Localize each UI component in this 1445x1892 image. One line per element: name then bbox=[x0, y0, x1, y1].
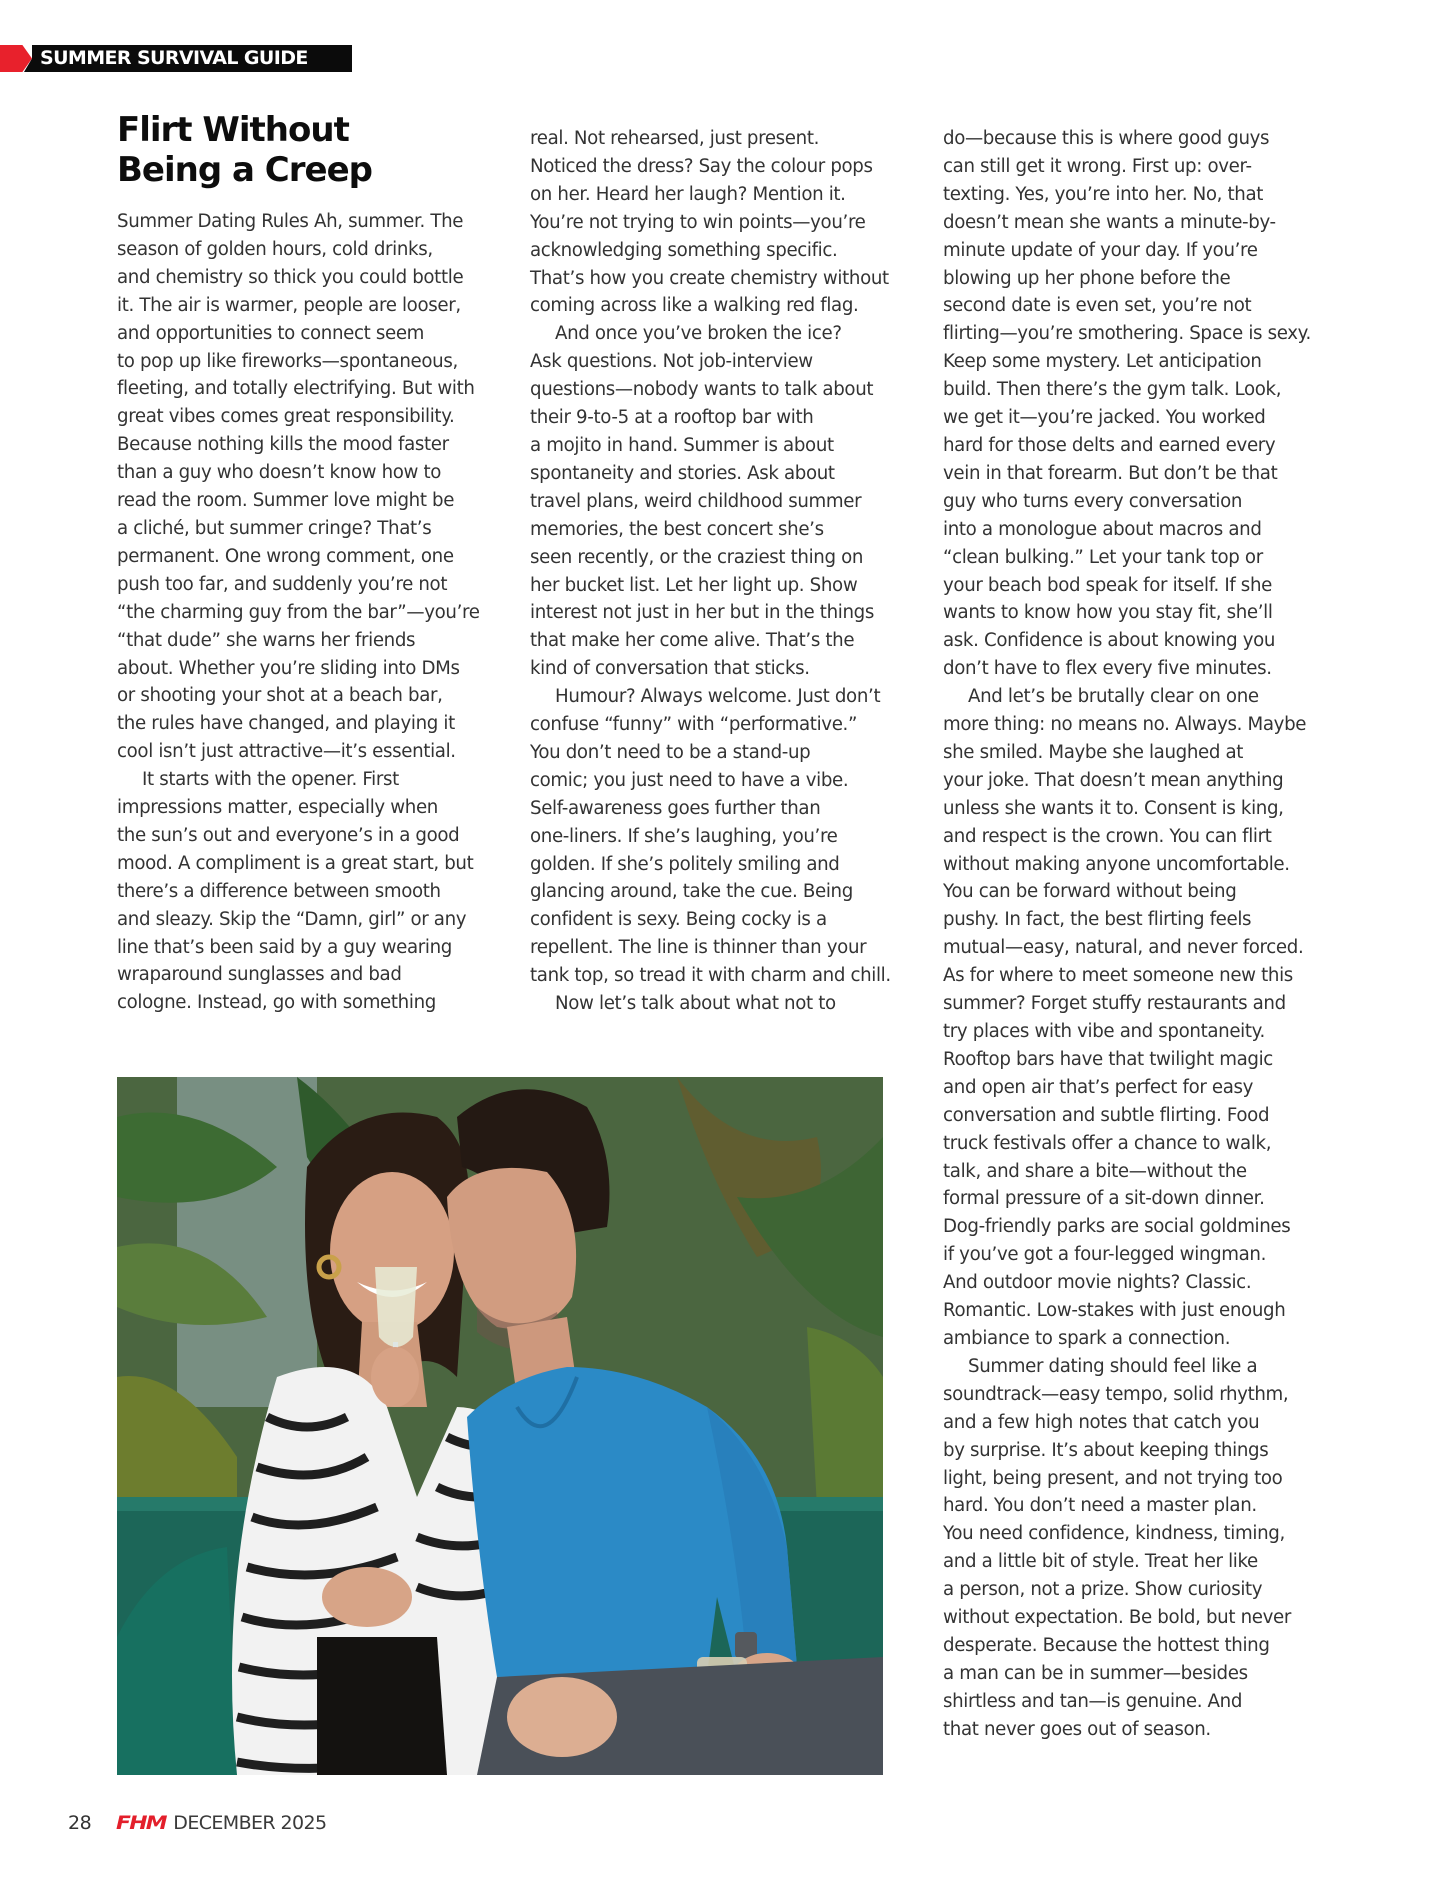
body-text-line: on her. Heard her laugh? Mention it. bbox=[530, 183, 846, 205]
body-text-line: wants to know how you stay fit, she’ll bbox=[943, 602, 1273, 624]
body-text-line: And outdoor movie nights? Classic. bbox=[943, 1272, 1252, 1294]
body-text-line: a person, not a prize. Show curiosity bbox=[943, 1579, 1263, 1601]
body-text-line: texting. Yes, you’re into her. No, that bbox=[943, 183, 1264, 205]
body-text-line: light, being present, and not trying too bbox=[943, 1467, 1283, 1489]
body-text-line: conversation and subtle flirting. Food bbox=[943, 1104, 1270, 1126]
body-text-line: spontaneity and stories. Ask about bbox=[530, 462, 835, 484]
body-text-line: You can be forward without being bbox=[943, 881, 1237, 903]
body-text-line: Summer Dating Rules Ah, summer. The bbox=[117, 211, 464, 232]
body-text-line: pushy. In fact, the best flirting feels bbox=[943, 909, 1252, 931]
body-text-line: formal pressure of a sit-down dinner. bbox=[943, 1188, 1265, 1210]
body-text-line: glancing around, take the cue. Being bbox=[530, 881, 853, 903]
body-text-line: great vibes comes great responsibility. bbox=[117, 406, 455, 428]
body-text-line: about. Whether you’re sliding into DMs bbox=[117, 657, 460, 679]
couple-photo-illustration bbox=[117, 1077, 883, 1775]
body-text-line: real. Not rehearsed, just present. bbox=[530, 128, 820, 149]
body-text-line: and open air that’s perfect for easy bbox=[943, 1076, 1254, 1098]
body-text-line: That’s how you create chemistry without bbox=[530, 267, 889, 289]
fhm-logo: FHM bbox=[116, 1812, 166, 1834]
page-footer bbox=[68, 1808, 326, 1838]
body-text-line: soundtrack—easy tempo, solid rhythm, bbox=[943, 1383, 1289, 1405]
body-text-line: can still get it wrong. First up: over- bbox=[943, 155, 1252, 177]
title-line-2: Being a Creep bbox=[117, 150, 372, 190]
body-text-line: Now let’s talk about what not to bbox=[555, 993, 836, 1015]
body-text-line: the rules have changed, and playing it bbox=[117, 713, 455, 735]
body-text-line: by surprise. It’s about keeping things bbox=[943, 1439, 1269, 1461]
title-line-1: Flirt Without bbox=[117, 110, 349, 150]
body-text-line: mood. A compliment is a great start, but bbox=[117, 852, 474, 874]
body-text-line: confuse “funny” with “performative.” bbox=[530, 714, 858, 736]
body-text-line: your joke. That doesn’t mean anything bbox=[943, 769, 1284, 791]
body-text-line: and opportunities to connect seem bbox=[117, 322, 425, 344]
body-text-line: summer? Forget stuffy restaurants and bbox=[943, 993, 1286, 1015]
body-text-line: wraparound sunglasses and bad bbox=[117, 964, 402, 986]
body-text-line: Keep some mystery. Let anticipation bbox=[943, 351, 1262, 373]
body-text-line: cool isn’t just attractive—it’s essential. bbox=[117, 741, 456, 763]
body-text-line: truck festivals offer a chance to walk, bbox=[943, 1132, 1272, 1154]
body-text-line: acknowledging something specific. bbox=[530, 239, 838, 261]
body-text-line: permanent. One wrong comment, one bbox=[117, 545, 454, 567]
body-text-line: try places with vibe and spontaneity. bbox=[943, 1021, 1265, 1042]
body-text-line: your beach bod speak for itself. If she bbox=[943, 574, 1272, 596]
body-text-line: their 9-to-5 at a rooftop bar with bbox=[530, 407, 814, 429]
body-text-line: Romantic. Low-stakes with just enough bbox=[943, 1300, 1286, 1322]
body-text-line: memories, the best concert she’s bbox=[530, 518, 824, 540]
body-text-line: she smiled. Maybe she laughed at bbox=[943, 741, 1244, 763]
body-text-line: golden. If she’s politely smiling and bbox=[530, 853, 840, 875]
body-text-line: confident is sexy. Being cocky is a bbox=[530, 909, 827, 931]
article-column-3 bbox=[943, 125, 1343, 1744]
body-text-line: talk, and share a bite—without the bbox=[943, 1160, 1247, 1182]
body-text-line: You need confidence, kindness, timing, bbox=[943, 1523, 1285, 1545]
body-text-line: kind of conversation that sticks. bbox=[530, 658, 810, 680]
issue-date: DECEMBER 2025 bbox=[173, 1812, 327, 1834]
body-text-line: And let’s be brutally clear on one bbox=[968, 686, 1259, 708]
body-text-line: a mojito in hand. Summer is about bbox=[530, 434, 834, 456]
body-text-line: more thing: no means no. Always. Maybe bbox=[943, 714, 1307, 736]
body-text-line: mutual—easy, natural, and never forced. bbox=[943, 937, 1304, 959]
body-text-line: Rooftop bars have that twilight magic bbox=[943, 1048, 1273, 1070]
body-text-line: that never goes out of season. bbox=[943, 1718, 1211, 1740]
body-text-line: minute update of your day. If you’re bbox=[943, 239, 1258, 261]
body-text-line: ambiance to spark a connection. bbox=[943, 1327, 1231, 1349]
body-text-line: a man can be in summer—besides bbox=[943, 1662, 1248, 1684]
body-text-line: Self-awareness goes further than bbox=[530, 797, 821, 819]
body-text-line: without expectation. Be bold, but never bbox=[943, 1607, 1291, 1629]
article-title bbox=[117, 110, 497, 190]
body-text-line: read the room. Summer love might be bbox=[117, 490, 455, 512]
body-text-line: Because nothing kills the mood faster bbox=[117, 434, 449, 456]
body-text-line: cologne. Instead, go with something bbox=[117, 992, 436, 1014]
body-text-line: “that dude” she warns her friends bbox=[117, 629, 416, 651]
body-text-line: desperate. Because the hottest thing bbox=[943, 1634, 1270, 1656]
body-text-line: As for where to meet someone new this bbox=[943, 965, 1293, 987]
article-column-2 bbox=[530, 125, 925, 1018]
body-text-line: unless she wants it to. Consent is king, bbox=[943, 797, 1284, 819]
body-text-line: ask. Confidence is about knowing you bbox=[943, 630, 1276, 652]
body-text-line: if you’ve got a four-legged wingman. bbox=[943, 1244, 1267, 1266]
body-text-line: And once you’ve broken the ice? bbox=[555, 323, 842, 345]
body-text-line: than a guy who doesn’t know how to bbox=[117, 462, 442, 484]
body-text-line: line that’s been said by a guy wearing bbox=[117, 936, 452, 958]
body-text-line: and respect is the crown. You can flirt bbox=[943, 825, 1272, 847]
body-text-line: or shooting your shot at a beach bar, bbox=[117, 685, 443, 707]
body-text-line: don’t have to flex every five minutes. bbox=[943, 658, 1272, 680]
body-text-line: one-liners. If she’s laughing, you’re bbox=[530, 825, 838, 847]
body-text-line: do—because this is where good guys bbox=[943, 128, 1270, 149]
body-text-line: into a monologue about macros and bbox=[943, 518, 1262, 540]
couple-photo bbox=[117, 1077, 883, 1775]
body-text-line: Summer dating should feel like a bbox=[968, 1355, 1258, 1377]
body-text-line: flirting—you’re smothering. Space is sexy. bbox=[943, 323, 1311, 345]
article-column-1 bbox=[117, 208, 507, 1017]
body-text-line: a cliché, but summer cringe? That’s bbox=[117, 517, 432, 539]
body-text-line: and sleazy. Skip the “Damn, girl” or any bbox=[117, 908, 467, 930]
body-text-line: and a little bit of style. Treat her like bbox=[943, 1551, 1258, 1573]
page-number: 28 bbox=[68, 1812, 92, 1834]
body-text-line: repellent. The line is thinner than your bbox=[530, 937, 867, 959]
body-text-line: vein in that forearm. But don’t be that bbox=[943, 462, 1278, 484]
body-text-line: there’s a difference between smooth bbox=[117, 880, 441, 902]
body-text-line: It starts with the opener. First bbox=[142, 769, 399, 791]
body-text-line: build. Then there’s the gym talk. Look, bbox=[943, 379, 1282, 401]
body-text-line: season of golden hours, cold drinks, bbox=[117, 238, 433, 260]
body-text-line: travel plans, weird childhood summer bbox=[530, 490, 862, 512]
section-label: SUMMER SURVIVAL GUIDE bbox=[40, 47, 308, 69]
body-text-line: Ask questions. Not job-interview bbox=[530, 351, 813, 373]
body-text-line: we get it—you’re jacked. You worked bbox=[943, 407, 1266, 429]
body-text-line: hard for those delts and earned every bbox=[943, 434, 1276, 456]
body-text-line: shirtless and tan—is genuine. And bbox=[943, 1690, 1243, 1712]
body-text-line: Noticed the dress? Say the colour pops bbox=[530, 155, 873, 177]
body-text-line: You don’t need to be a stand-up bbox=[530, 741, 811, 763]
body-text-line: impressions matter, especially when bbox=[117, 797, 438, 819]
body-text-line: her bucket list. Let her light up. Show bbox=[530, 574, 858, 596]
body-text-line: questions—nobody wants to talk about bbox=[530, 379, 874, 401]
body-text-line: without making anyone uncomfortable. bbox=[943, 853, 1290, 875]
body-text-line: guy who turns every conversation bbox=[943, 490, 1243, 512]
body-text-line: “clean bulking.” Let your tank top or bbox=[943, 546, 1263, 568]
body-text-line: “the charming guy from the bar”—you’re bbox=[117, 601, 480, 623]
body-text-line: push too far, and suddenly you’re not bbox=[117, 573, 448, 595]
body-text-line: to pop up like fireworks—spontaneous, bbox=[117, 350, 458, 372]
body-text-line: coming across like a walking red flag. bbox=[530, 295, 859, 317]
body-text-line: comic; you just need to have a vibe. bbox=[530, 769, 849, 791]
body-text-line: You’re not trying to win points—you’re bbox=[530, 211, 866, 233]
body-text-line: and a few high notes that catch you bbox=[943, 1411, 1260, 1433]
body-text-line: blowing up her phone before the bbox=[943, 267, 1231, 289]
body-text-line: interest not just in her but in the things bbox=[530, 602, 874, 624]
body-text-line: and chemistry so thick you could bottle bbox=[117, 266, 464, 288]
body-text-line: the sun’s out and everyone’s in a good bbox=[117, 824, 460, 846]
section-header-bar bbox=[0, 45, 352, 72]
body-text-line: Dog-friendly parks are social goldmines bbox=[943, 1216, 1291, 1238]
body-text-line: it. The air is warmer, people are looser, bbox=[117, 294, 461, 316]
body-text-line: Humour? Always welcome. Just don’t bbox=[555, 686, 881, 708]
body-text-line: seen recently, or the craziest thing on bbox=[530, 546, 864, 568]
body-text-line: hard. You don’t need a master plan. bbox=[943, 1495, 1257, 1517]
body-text-line: second date is even set, you’re not bbox=[943, 295, 1252, 317]
body-text-line: that make her come alive. That’s the bbox=[530, 630, 855, 652]
body-text-line: tank top, so tread it with charm and chill. bbox=[530, 965, 891, 987]
body-text-line: fleeting, and totally electrifying. But with bbox=[117, 378, 475, 400]
body-text-line: doesn’t mean she wants a minute-by- bbox=[943, 211, 1276, 233]
